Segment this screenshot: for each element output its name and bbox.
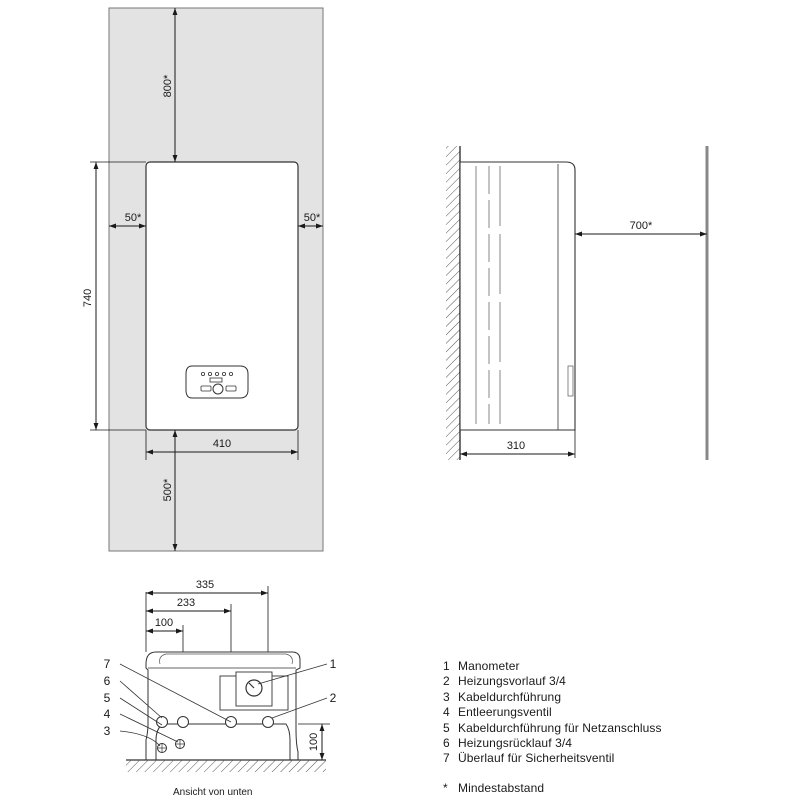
bottom-view [104,579,337,772]
legend-note [443,781,662,796]
dim-top-clearance: 800* [162,74,174,98]
legend-item [443,705,662,720]
legend-item [443,690,662,705]
dim-width: 410 [212,438,232,450]
legend-note-key: * [443,780,448,795]
legend-key: 1 [443,659,450,673]
side-view [446,146,707,460]
dim-right-clearance: 50* [303,212,321,224]
front-view [82,8,323,551]
floor-hatching [126,760,326,772]
dim-depth: 310 [506,440,526,452]
left-callout-numbers [104,657,111,738]
dim-100-vertical: 100 [308,732,320,752]
connection-2 [263,717,274,728]
legend-text: Überlauf für Sicherheitsventil [458,751,615,766]
control-panel [186,366,248,398]
legend-text: Kabeldurchführung für Netzanschluss [458,720,662,735]
legend-key: 2 [443,674,450,689]
legend-key: 7 [443,751,450,766]
legend-item [443,736,662,751]
legend-key: 5 [443,720,450,735]
dim-front-clearance: 700* [629,220,653,232]
legend-key: 4 [443,705,450,720]
callout-5: 5 [103,691,111,705]
right-callout-numbers [330,657,337,705]
legend-item [443,751,662,766]
dim-100-horizontal: 100 [154,617,174,629]
callout-1: 1 [329,657,337,671]
legend-key: 3 [443,689,450,704]
connection-6 [157,717,168,728]
legend-text: Heizungsrücklauf 3/4 [458,736,573,751]
legend-key: 6 [443,736,450,751]
dim-335: 335 [195,579,215,591]
dim-height: 740 [82,288,94,308]
legend-text: Heizungsvorlauf 3/4 [458,674,566,689]
rear-wall-hatching [446,146,460,460]
dim-233: 233 [176,597,196,609]
callout-2: 2 [329,691,337,705]
legend-item [443,659,662,674]
connection-return [178,717,189,728]
legend-item [443,674,662,689]
callout-6: 6 [103,674,111,688]
legend-text: Manometer [458,659,520,673]
callout-4: 4 [103,707,111,721]
dim-left-clearance: 50* [124,212,142,224]
dim-bottom-clearance: 500* [162,478,174,502]
legend-note-text: Mindestabstand [458,780,545,795]
bottom-view-caption: Ansicht von unten [173,787,253,798]
legend-text: Entleerungsventil [458,705,552,720]
callout-7: 7 [103,657,111,671]
legend-item [443,721,662,736]
callout-3: 3 [103,724,111,738]
legend [443,659,662,796]
legend-text: Kabeldurchführung [458,689,562,704]
